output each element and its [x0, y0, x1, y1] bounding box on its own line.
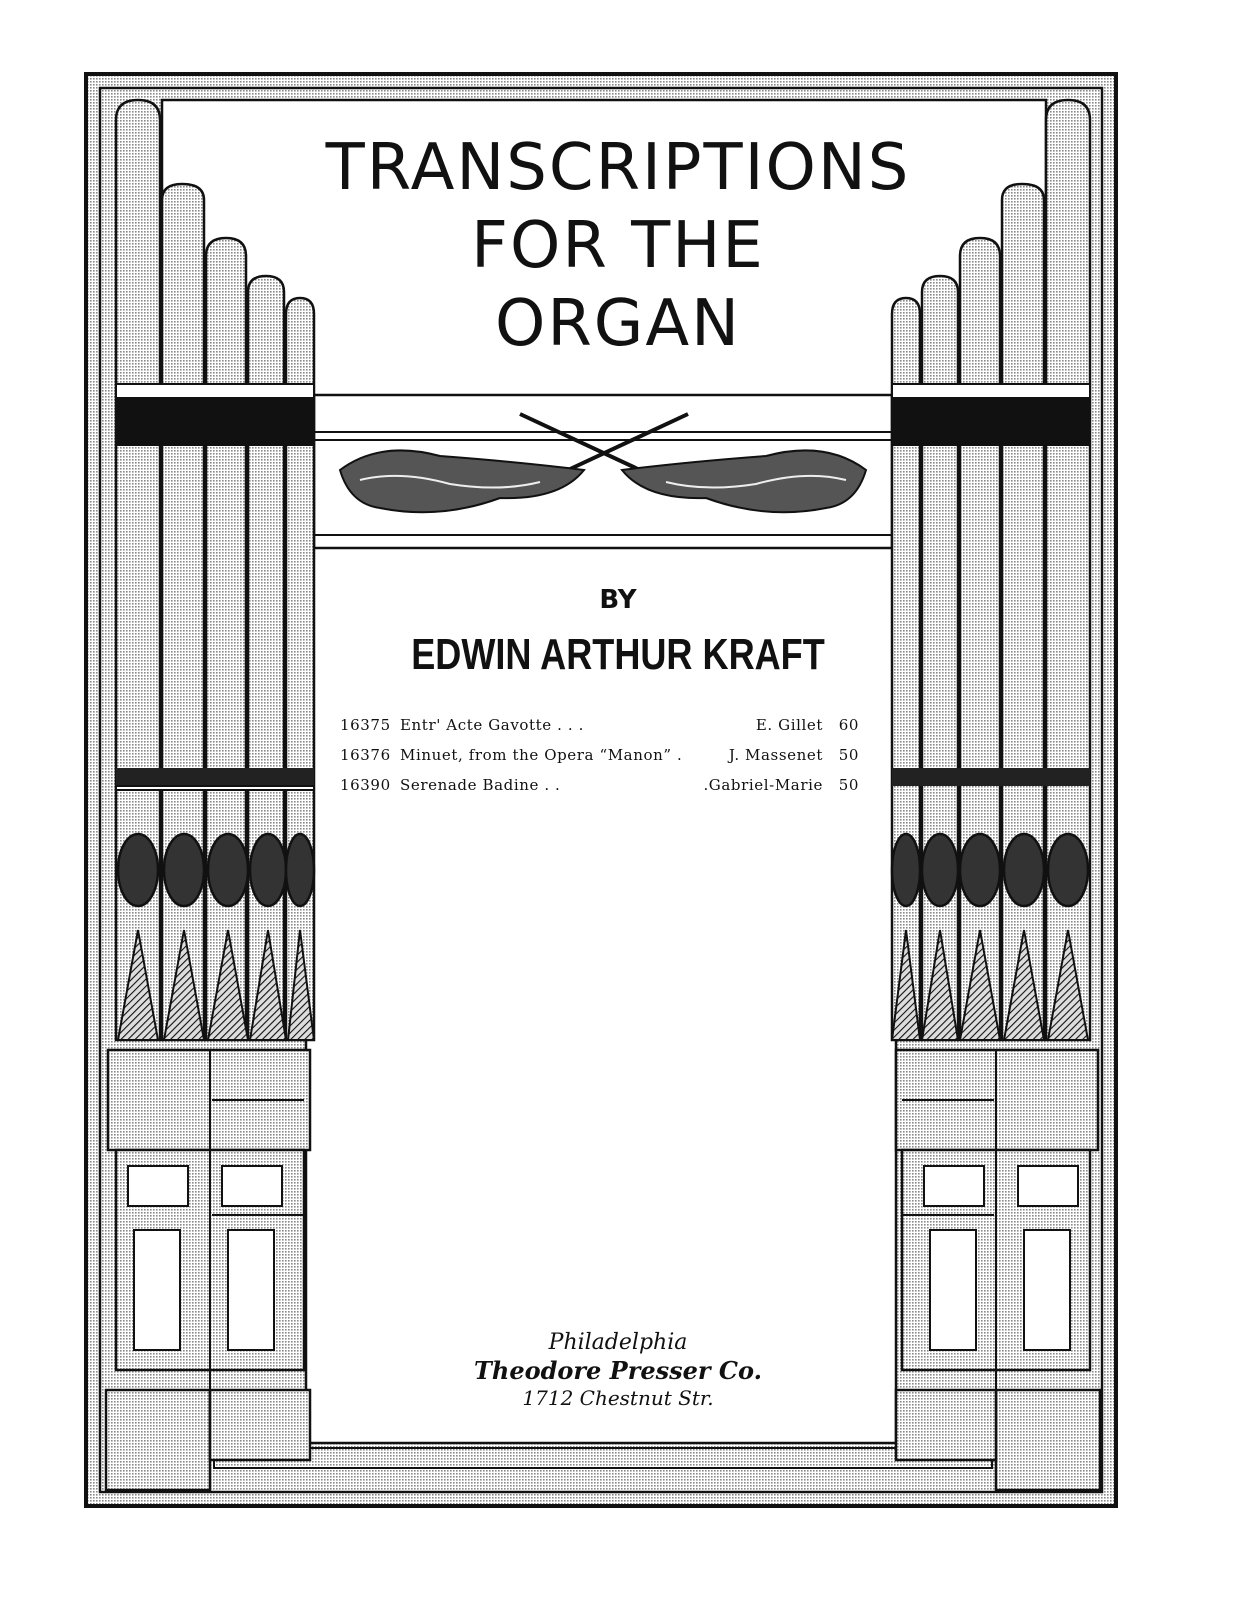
- by-label: BY: [599, 585, 637, 615]
- title-line-1: TRANSCRIPTIONS: [325, 131, 911, 205]
- catalog-list: [340, 716, 865, 806]
- catalog-composer: .Gabriel-Marie: [703, 776, 823, 794]
- catalog-composer: E. Gillet: [755, 716, 823, 734]
- composer-name: EDWIN ARTHUR KRAFT: [411, 630, 825, 679]
- catalog-number: 16376: [340, 746, 391, 764]
- catalog-title: Minuet, from the Opera “Manon” .: [400, 746, 683, 764]
- catalog-number: 16390: [340, 776, 391, 794]
- publisher-city: Philadelphia: [548, 1330, 688, 1355]
- catalog-item: [340, 746, 865, 776]
- catalog-number: 16375: [340, 716, 391, 734]
- catalog-item: [340, 716, 865, 746]
- catalog-price: 60: [838, 716, 859, 734]
- catalog-price: 50: [838, 746, 859, 764]
- catalog-title: Entr' Acte Gavotte . . .: [400, 716, 584, 734]
- title-line-2: FOR THE: [471, 209, 765, 283]
- catalog-price: 50: [838, 776, 859, 794]
- publisher-address: 1712 Chestnut Str.: [522, 1386, 714, 1410]
- catalog-composer: J. Massenet: [728, 746, 823, 764]
- catalog-item: [340, 776, 865, 806]
- title-line-3: ORGAN: [494, 287, 742, 361]
- catalog-title: Serenade Badine . .: [400, 776, 561, 794]
- publisher-name: Theodore Presser Co.: [474, 1356, 762, 1385]
